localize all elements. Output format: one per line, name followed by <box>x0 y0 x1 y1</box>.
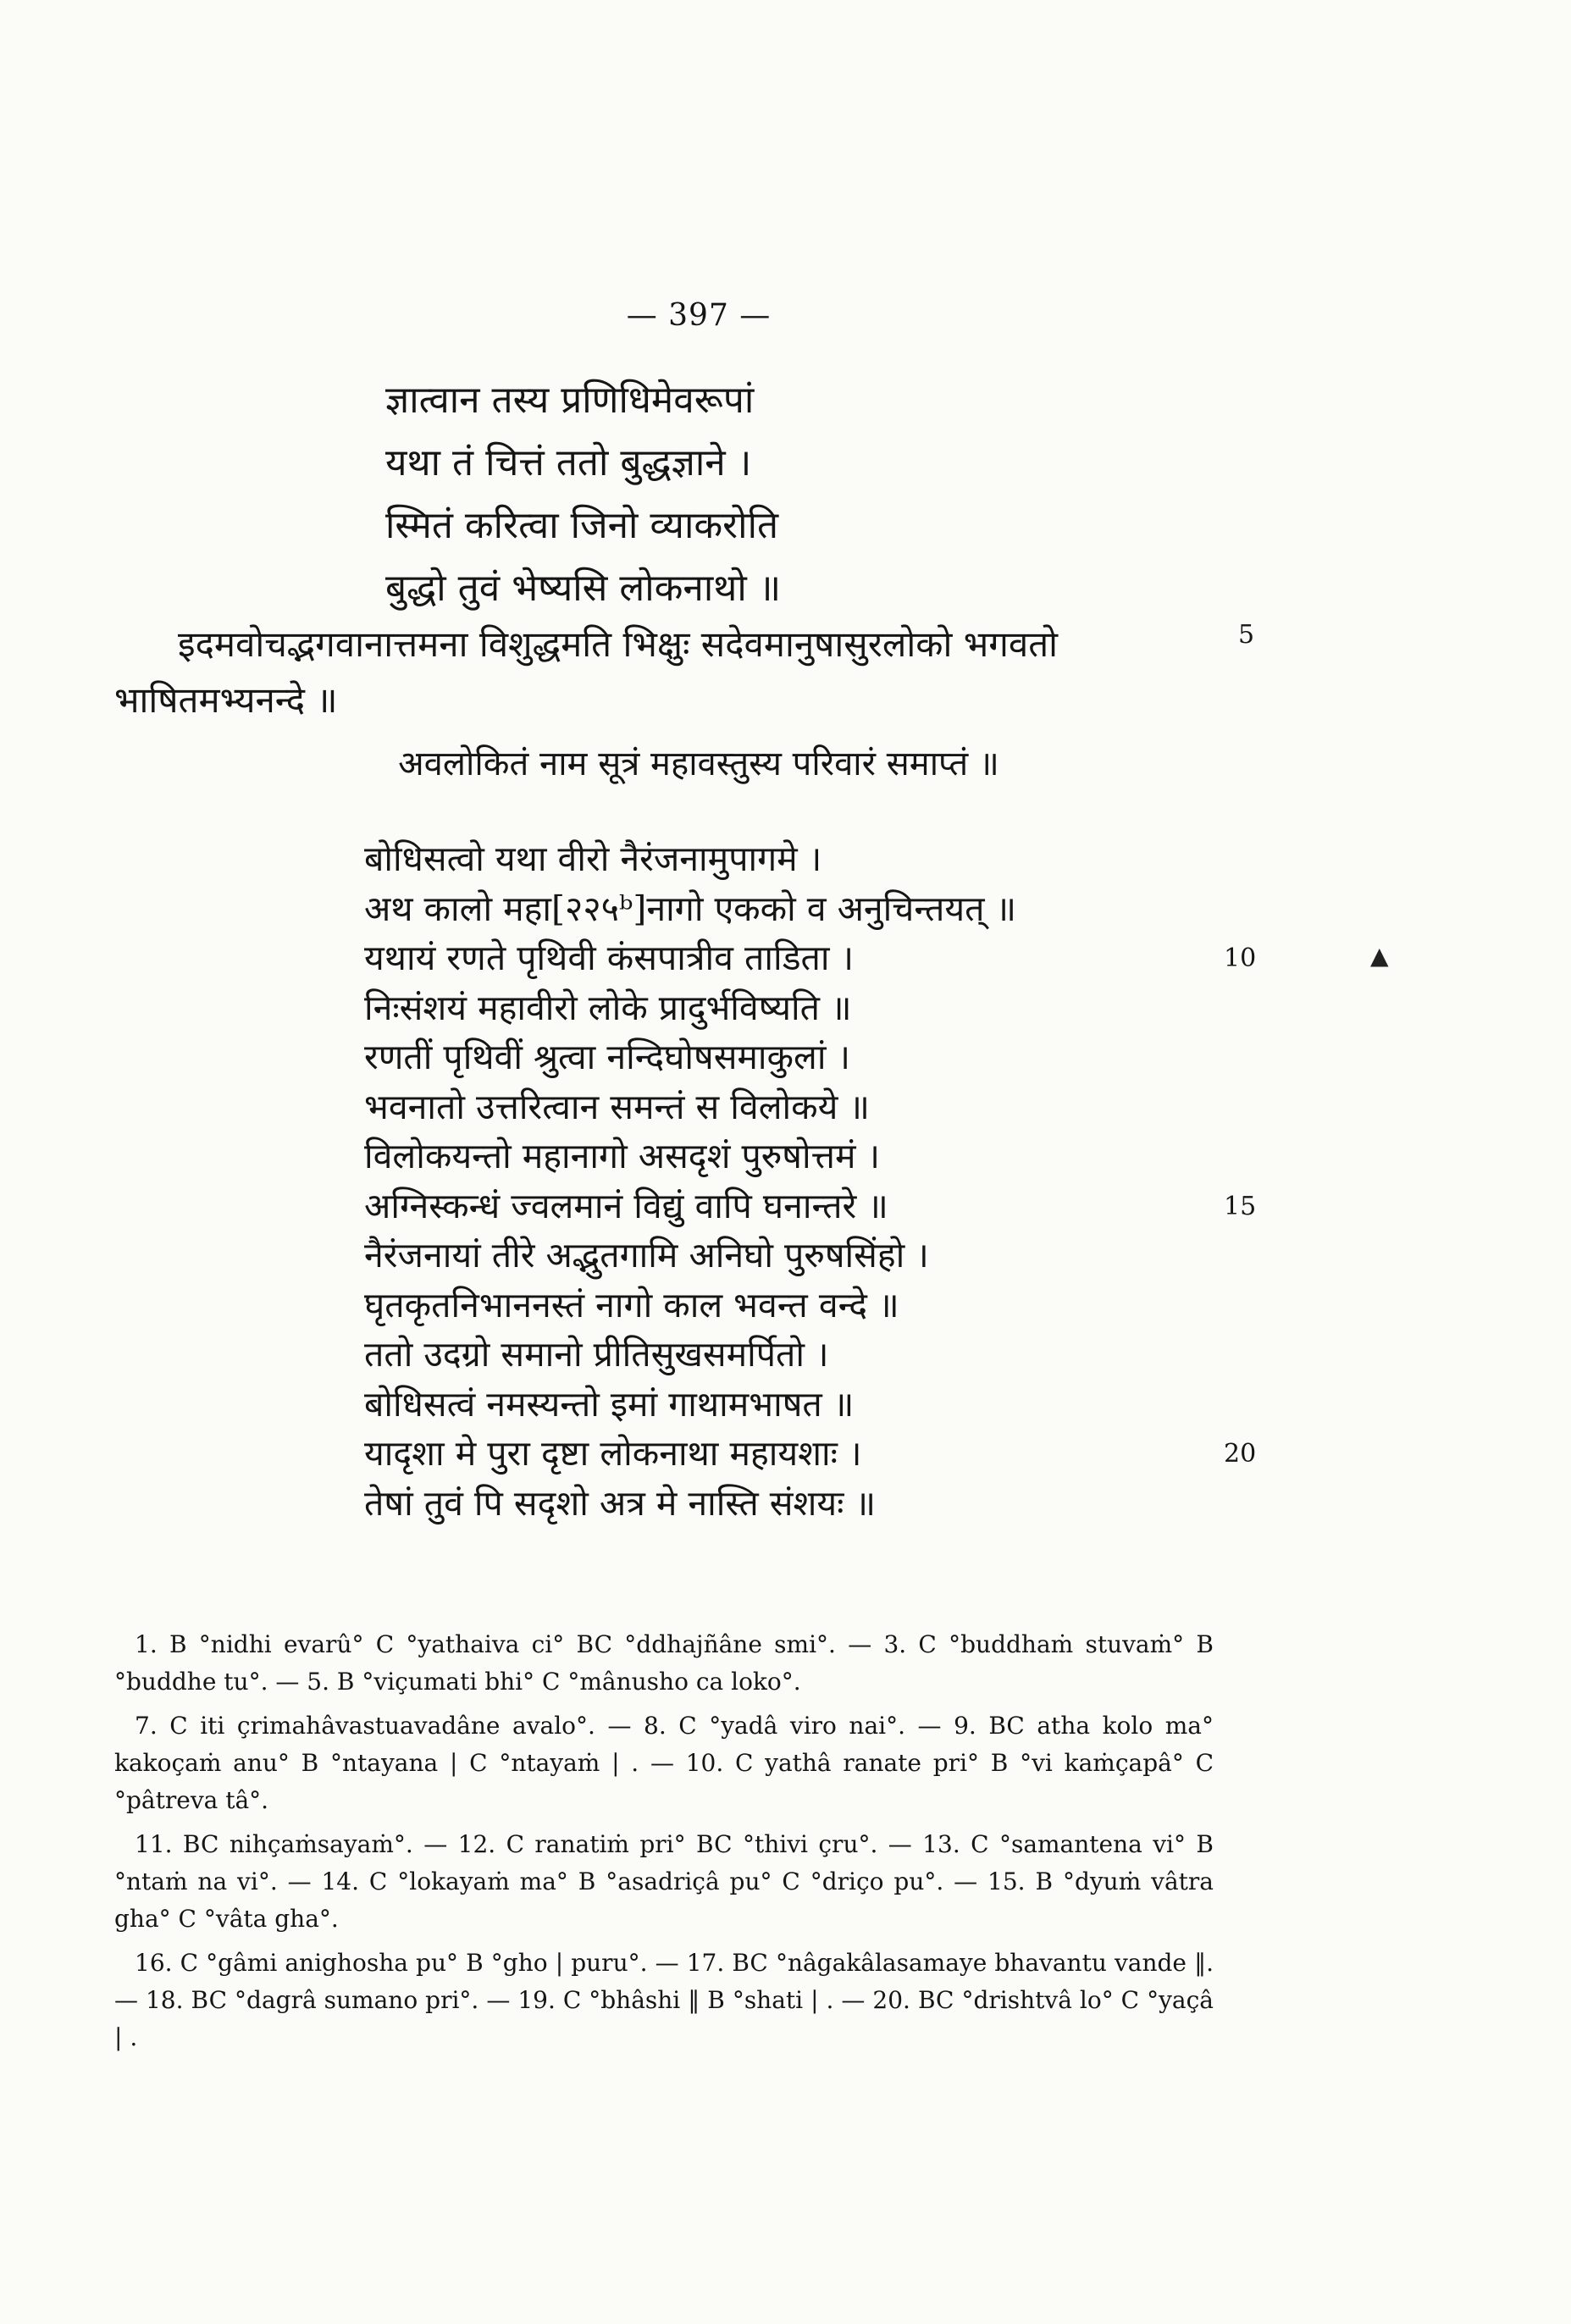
verse-row <box>364 884 1296 934</box>
footnote: 1. B °nidhi evarû° C °yathaiva ci° BC °ddhajñâne smi°. — 3. C °buddhaṁ stuvaṁ° B °buddhe tu°. — 5. B °viçumati bhi° C °mânusho ca loko°. <box>114 1630 1214 1696</box>
line-number: 15 <box>1224 1191 1257 1221</box>
verse-row <box>364 1380 1296 1430</box>
verse-line: स्मितं करित्वा जिनो व्याकरोति <box>385 504 779 547</box>
verse-line: रणतीं पृथिवीं श्रुत्वा नन्दिघोषसमाकुलां । <box>364 1037 851 1077</box>
verse-row <box>364 1330 1296 1380</box>
verse-line: विलोकयन्तो महानागो असदृशं पुरुषोत्तमं । <box>364 1136 881 1176</box>
verse-line: अग्निस्कन्धं ज्वलमानं विद्युं वापि घनान्तरे ॥ <box>364 1185 888 1226</box>
verse-line: बुद्धो तुवं भेष्यसि लोकनाथो ॥ <box>385 567 782 610</box>
footnote: 11. BC nihçaṁsayaṁ°. — 12. C ranatiṁ pri° BC °thivi çru°. — 13. C °samantena vi° B °ntaṁ na vi°. — 14. C °lokayaṁ ma° B °asadriçâ pu° C °driço pu°. — 15. B °dyuṁ vâtra gha° C °vâta gha°. <box>114 1830 1214 1933</box>
verse-line: बोधिसत्वं नमस्यन्तो इमां गाथामभाषत ॥ <box>364 1383 855 1425</box>
line-number: 5 <box>1238 620 1255 650</box>
footnote: 16. C °gâmi anighosha pu° B °gho | puru°. — 17. BC °nâgakâlasamaye bhavantu vande ‖. — 18. BC °dagrâ sumano pri°. — 19. C °bhâshi ‖ B °shati | . — 20. BC °drishtvâ lo° C °yaçâ | . <box>114 1949 1214 2051</box>
verse-line: अथ कालो महा[२२५ᵇ]नागो एकको व अनुचिन्तयत् ॥ <box>364 888 1017 929</box>
ink-mark: ▲ <box>1370 942 1389 970</box>
verse-row <box>364 933 1296 983</box>
verse-row <box>364 1281 1296 1331</box>
verse-row <box>364 1181 1296 1231</box>
verse-row <box>364 1032 1296 1082</box>
verse-line: यथायं रणते पृथिवी कंसपात्रीव ताडिता । <box>364 938 855 978</box>
verse-line: ज्ञात्वान तस्य प्रणिधिमेवरूपां <box>385 379 755 422</box>
page-number: — 397 — <box>626 298 772 333</box>
verse-line: यथा तं चित्तं ततो बुद्धज्ञाने । <box>385 441 752 484</box>
verse-line: निःसंशयं महावीरो लोके प्रादुर्भविष्यति ॥ <box>364 987 852 1028</box>
line-number: 20 <box>1224 1439 1257 1469</box>
footnotes <box>114 1626 1214 2063</box>
verse-block-main <box>364 834 1296 1528</box>
verse-line: घृतकृतनिभाननस्तं नागो काल भवन्त वन्दे ॥ <box>364 1284 899 1325</box>
verse-row <box>364 1479 1296 1529</box>
verse-row <box>364 983 1296 1033</box>
line-number: 10 <box>1224 943 1257 973</box>
verse-row <box>364 1132 1296 1181</box>
verse-line: यादृशा मे पुरा दृष्टा लोकनाथा महायशाः । <box>364 1433 862 1474</box>
verse-line: भवनातो उत्तरित्वान समन्तं स विलोकये ॥ <box>364 1086 870 1127</box>
verse-line: तेषां तुवं पि सदृशो अत्र मे नास्ति संशयः ॥ <box>364 1482 877 1524</box>
prose-paragraph: इदमवोचद्भगवानात्तमना विशुद्धमति भिक्षुः सदेवमानुषासुरलोको भगवतो भाषितमभ्यनन्दे ॥ <box>114 623 1059 721</box>
verse-line: बोधिसत्वो यथा वीरो नैरंजनामुपागमे । <box>364 838 822 879</box>
verse-row <box>364 834 1296 884</box>
verse-block-intro <box>385 369 781 620</box>
colophon: अवलोकितं नाम सूत्रं महावस्तुस्य परिवारं समाप्तं ॥ <box>398 744 999 783</box>
verse-line: नैरंजनायां तीरे अद्भुतगामि अनिघो पुरुषसिंहो । <box>364 1235 929 1275</box>
verse-row <box>364 1082 1296 1132</box>
verse-line: ततो उदग्रो समानो प्रीतिसुखसमर्पितो । <box>364 1334 829 1375</box>
verse-row <box>364 1231 1296 1281</box>
footnote: 7. C iti çrimahâvastuavadâne avalo°. — 8. C °yadâ viro nai°. — 9. BC atha kolo ma° kakoçaṁ anu° B °ntayana | C °ntayaṁ | . — 10. C yathâ ranate pri° B °vi kaṁçapâ° C °pâtreva tâ°. <box>114 1712 1214 1814</box>
verse-row <box>364 1429 1296 1479</box>
